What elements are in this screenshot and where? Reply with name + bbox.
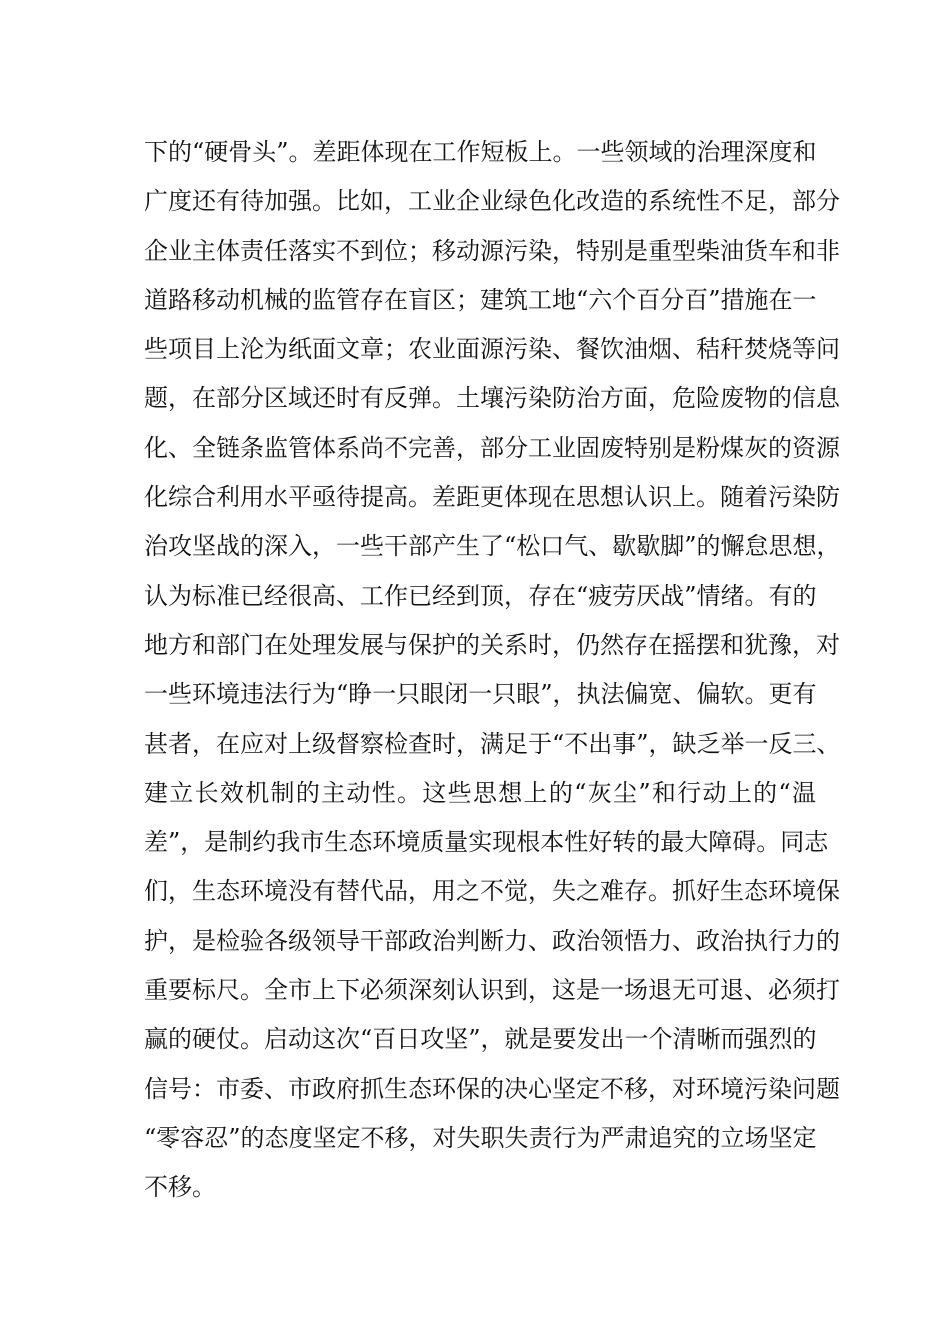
text-line: 赢的硬仗。启动这次“百日攻坚”，就是要发出一个清晰而强烈的	[144, 1025, 817, 1054]
text-line: 一些环境违法行为“睁一只眼闭一只眼”，执法偏宽、偏软。更有	[144, 680, 817, 709]
text-line: 重要标尺。全市上下必须深刻认识到，这是一场退无可退、必须打	[144, 976, 840, 1005]
text-line: 们，生态环境没有替代品，用之不觉，失之难存。抓好生态环境保	[144, 877, 840, 906]
text-line: 化综合利用水平亟待提高。差距更体现在思想认识上。随着污染防	[144, 483, 840, 512]
text-line: 些项目上沦为纸面文章；农业面源污染、餐饮油烟、秸秆焚烧等问	[144, 335, 840, 364]
text-line: 下的“硬骨头”。差距体现在工作短板上。一些领域的治理深度和	[144, 138, 817, 166]
text-line: 题，在部分区域还时有反弹。土壤污染防治方面，危险废物的信息	[144, 384, 840, 413]
text-line: 治攻坚战的深入，一些干部产生了“松口气、歇歇脚”的懈怠思想，	[144, 532, 841, 561]
text-line: 甚者，在应对上级督察检查时，满足于“不出事”，缺乏举一反三、	[144, 729, 841, 758]
text-line: 道路移动机械的监管存在盲区；建筑工地“六个百分百”措施在一	[144, 285, 817, 314]
text-line: 信号：市委、市政府抓生态环保的决心坚定不移，对环境污染问题	[144, 1074, 840, 1103]
text-line: 企业主体责任落实不到位；移动源污染，特别是重型柴油货车和非	[144, 236, 840, 265]
body-paragraph	[144, 128, 841, 1213]
text-line: 认为标准已经很高、工作已经到顶，存在“疲劳厌战”情绪。有的	[144, 581, 817, 610]
text-line: 不移。	[144, 1173, 216, 1202]
text-line: “零容忍”的态度坚定不移，对失职失责行为严肃追究的立场坚定	[144, 1123, 817, 1152]
text-line: 差”，是制约我市生态环境质量实现根本性好转的最大障碍。同志	[144, 828, 829, 857]
text-line: 广度还有待加强。比如，工业企业绿色化改造的系统性不足，部分	[144, 187, 840, 216]
text-line: 地方和部门在处理发展与保护的关系时，仍然存在摇摆和犹豫，对	[144, 630, 840, 659]
text-line: 建立长效机制的主动性。这些思想上的“灰尘”和行动上的“温	[144, 778, 816, 807]
text-line: 化、全链条监管体系尚不完善，部分工业固废特别是粉煤灰的资源	[144, 433, 840, 462]
text-line: 护，是检验各级领导干部政治判断力、政治领悟力、政治执行力的	[144, 926, 840, 955]
